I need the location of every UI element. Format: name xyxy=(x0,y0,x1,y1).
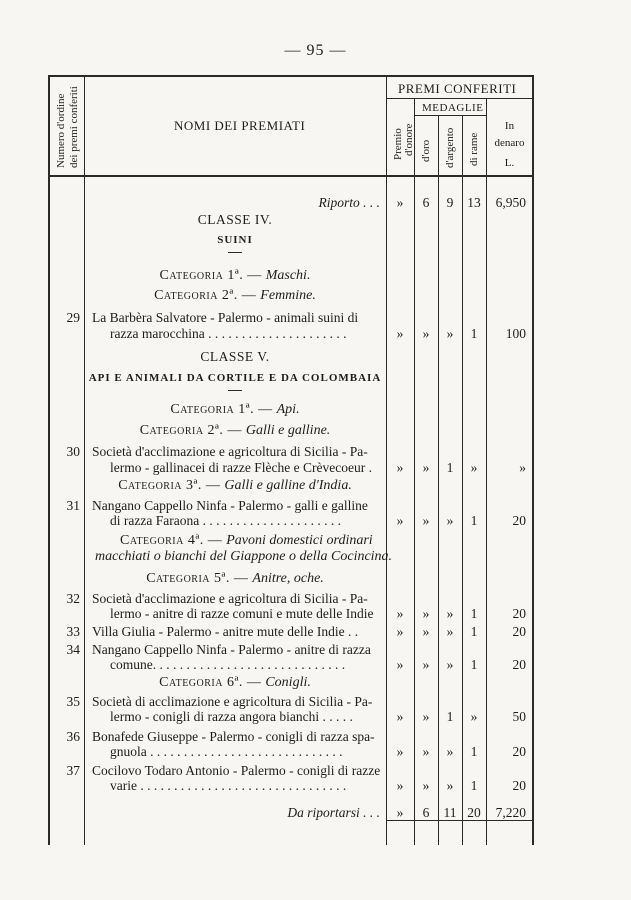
categoria-v-2-name: Galli e galline. xyxy=(245,423,331,438)
riportarsi-label: Da riportarsi . . . xyxy=(287,805,380,820)
row-oro: » xyxy=(422,709,430,724)
rule-premi xyxy=(386,98,532,99)
row-argento: » xyxy=(446,326,454,341)
row-oro: » xyxy=(422,606,430,621)
row-denaro: 20 xyxy=(512,778,526,793)
riporto-label: Riporto . . . xyxy=(318,195,380,210)
row-onore: » xyxy=(396,513,404,528)
row-oro: » xyxy=(422,657,430,672)
row-argento: » xyxy=(446,657,454,672)
row-rame: » xyxy=(470,460,478,475)
row-denaro: 100 xyxy=(505,326,526,341)
row-number: 37 xyxy=(66,763,80,778)
categoria-v-2 xyxy=(85,423,385,439)
riporto-oro: 6 xyxy=(422,195,430,210)
rule-header-bottom xyxy=(48,175,532,177)
header-numero-2: dei premi conferiti xyxy=(68,86,80,168)
row-name-line1: Villa Giulia - Palermo - anitre mute delle Indie . . xyxy=(92,624,359,639)
header-numero: Numero d'ordine xyxy=(55,93,67,168)
categoria-iv-2-name: Femmine. xyxy=(260,288,316,303)
row-oro: » xyxy=(422,624,430,639)
categoria-v-6-prefix: Categoria 6ª. — xyxy=(159,675,266,690)
categoria-v-1-name: Api. xyxy=(276,402,300,417)
row-name-line2: gnuola . . . . . . . . . . . . . . . . . . . . . . . . . . . . . xyxy=(110,744,343,759)
page-number: — 95 — xyxy=(284,42,347,59)
classe-v-rule xyxy=(228,390,242,391)
row-argento: 1 xyxy=(446,460,454,475)
header-premi: PREMI CONFERITI xyxy=(398,81,517,96)
header-premio: Premio xyxy=(392,128,404,160)
header-onore: d'onore xyxy=(403,123,415,156)
categoria-v-4-line2: macchiati o bianchi del Giappone o della Cocincina. xyxy=(95,549,393,564)
row-number: 32 xyxy=(66,591,80,606)
row-name-line2: lermo - conigli di razza angora bianchi . . . . . xyxy=(110,709,353,724)
row-number: 29 xyxy=(66,310,80,325)
row-argento: » xyxy=(446,606,454,621)
row-onore: » xyxy=(396,744,404,759)
row-onore: » xyxy=(396,624,404,639)
riportarsi-rame: 20 xyxy=(467,805,481,820)
categoria-v-6-name: Conigli. xyxy=(265,675,311,690)
row-name-line2: lermo - anitre di razze comuni e mute delle Indie xyxy=(110,606,374,621)
row-onore: » xyxy=(396,709,404,724)
row-rame: 1 xyxy=(470,606,478,621)
row-name-line1: Società di acclimazione e agricoltura di Sicilia - Pa- xyxy=(92,694,373,709)
riportarsi-argento: 11 xyxy=(443,805,457,820)
row-oro: » xyxy=(422,744,430,759)
riporto-argento: 9 xyxy=(446,195,454,210)
row-number: 33 xyxy=(66,624,80,639)
vline-numero xyxy=(84,75,85,845)
categoria-iv-2 xyxy=(85,288,385,304)
row-oro: » xyxy=(422,326,430,341)
categoria-v-1-prefix: Categoria 1ª. — xyxy=(170,402,277,417)
vline-oro xyxy=(438,115,439,845)
row-number: 36 xyxy=(66,729,80,744)
row-argento: 1 xyxy=(446,709,454,724)
riporto-denaro: 6,950 xyxy=(495,195,526,210)
row-number: 31 xyxy=(66,498,80,513)
row-name-line2: varie . . . . . . . . . . . . . . . . . . . . . . . . . . . . . . . xyxy=(110,778,347,793)
categoria-iv-1-name: Maschi. xyxy=(265,268,311,283)
classe-v-subtitle: API E ANIMALI DA CORTILE E DA COLOMBAIA xyxy=(88,372,382,384)
row-oro: » xyxy=(422,778,430,793)
rule-top xyxy=(48,75,532,77)
row-onore: » xyxy=(396,657,404,672)
row-name-line2: lermo - gallinacei di razze Flèche e Crèvecoeur . xyxy=(110,460,372,475)
row-denaro: 50 xyxy=(512,709,526,724)
row-name-line1: Nangano Cappello Ninfa - Palermo - anitre di razza xyxy=(92,642,371,657)
row-name-line1: Società d'acclimazione e agricoltura di Sicilia - Pa- xyxy=(92,591,368,606)
classe-iv-title: CLASSE IV. xyxy=(197,212,273,227)
categoria-v-2-prefix: Categoria 2ª. — xyxy=(139,423,246,438)
categoria-iv-1 xyxy=(85,268,385,284)
categoria-v-3-prefix: Categoria 3ª. — xyxy=(118,478,225,493)
row-onore: » xyxy=(396,326,404,341)
row-argento: » xyxy=(446,778,454,793)
header-lire: L. xyxy=(504,157,515,169)
categoria-v-5-prefix: Categoria 5ª. — xyxy=(146,571,253,586)
row-denaro: 20 xyxy=(512,657,526,672)
row-denaro: » xyxy=(519,460,526,475)
row-name-line1: Società d'acclimazione e agricoltura di Sicilia - Pa- xyxy=(92,444,368,459)
row-rame: 1 xyxy=(470,624,478,639)
categoria-v-4-name: Pavoni domestici ordinari xyxy=(226,533,373,548)
header-oro: d'oro xyxy=(420,139,432,162)
row-denaro: 20 xyxy=(512,744,526,759)
riportarsi-oro: 6 xyxy=(422,805,430,820)
row-oro: » xyxy=(422,513,430,528)
riportarsi-onore: » xyxy=(396,805,404,820)
classe-iv-subtitle: SUINI xyxy=(217,234,253,246)
row-rame: » xyxy=(470,709,478,724)
row-rame: 1 xyxy=(470,778,478,793)
row-name-line2: razza marocchina . . . . . . . . . . . . . . . . . . . . . xyxy=(110,326,347,341)
categoria-iv-1-prefix: Categoria 1ª. — xyxy=(159,268,266,283)
header-nomi: NOMI DEI PREMIATI xyxy=(174,118,306,133)
row-number: 35 xyxy=(66,694,80,709)
row-rame: 1 xyxy=(470,744,478,759)
row-rame: 1 xyxy=(470,657,478,672)
categoria-v-6 xyxy=(85,675,385,691)
categoria-v-5 xyxy=(85,571,385,587)
row-onore: » xyxy=(396,460,404,475)
classe-iv-rule xyxy=(228,252,242,253)
row-name-line2: comune. . . . . . . . . . . . . . . . . . . . . . . . . . . . . xyxy=(110,657,346,672)
row-onore: » xyxy=(396,778,404,793)
row-argento: » xyxy=(446,624,454,639)
riporto-rame: 13 xyxy=(467,195,481,210)
categoria-v-1 xyxy=(85,402,385,418)
header-rame: di rame xyxy=(468,132,480,166)
row-rame: 1 xyxy=(470,513,478,528)
header-in: In xyxy=(504,120,515,132)
row-argento: » xyxy=(446,744,454,759)
vline-right xyxy=(532,75,534,845)
row-onore: » xyxy=(396,606,404,621)
row-denaro: 20 xyxy=(512,513,526,528)
row-number: 30 xyxy=(66,444,80,459)
row-denaro: 20 xyxy=(512,606,526,621)
vline-nomi xyxy=(386,75,387,845)
row-name-line1: Bonafede Giuseppe - Palermo - conigli di razza spa- xyxy=(92,729,375,744)
row-name-line1: La Barbèra Salvatore - Palermo - animali suini di xyxy=(92,310,359,325)
categoria-iv-2-prefix: Categoria 2ª. — xyxy=(154,288,261,303)
header-medaglie: MEDAGLIE xyxy=(422,102,484,114)
row-denaro: 20 xyxy=(512,624,526,639)
categoria-v-3 xyxy=(85,478,385,494)
categoria-v-4 xyxy=(120,533,373,549)
header-denaro: denaro xyxy=(494,137,525,149)
row-name-line1: Nangano Cappello Ninfa - Palermo - galli e galline xyxy=(92,498,368,513)
categoria-v-3-name: Galli e galline d'India. xyxy=(224,478,352,493)
header-argento: d'argento xyxy=(444,127,456,168)
classe-v-title: CLASSE V. xyxy=(200,349,270,364)
categoria-v-5-name: Anitre, oche. xyxy=(252,571,324,586)
row-oro: » xyxy=(422,460,430,475)
row-name-line1: Cocilovo Todaro Antonio - Palermo - conigli di razze xyxy=(92,763,381,778)
row-rame: 1 xyxy=(470,326,478,341)
row-number: 34 xyxy=(66,642,80,657)
row-argento: » xyxy=(446,513,454,528)
vline-argento xyxy=(462,115,463,845)
categoria-v-4-prefix: Categoria 4ª. — xyxy=(120,533,227,548)
row-name-line2: di razza Faraona . . . . . . . . . . . . . . . . . . . . . xyxy=(110,513,341,528)
riporto-onore: » xyxy=(396,195,404,210)
riportarsi-denaro: 7,220 xyxy=(495,805,526,820)
